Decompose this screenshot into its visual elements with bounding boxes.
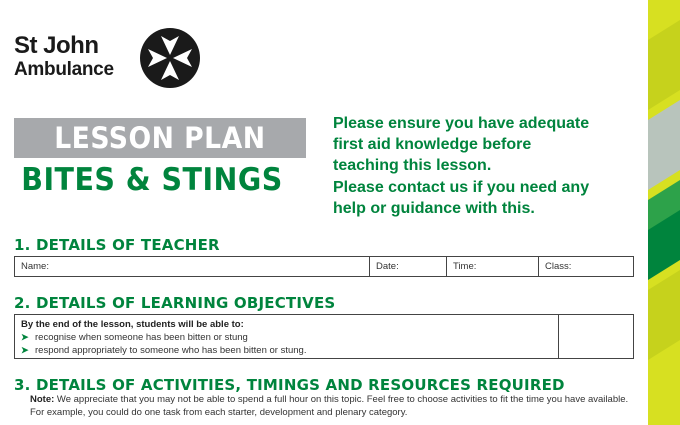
divider: [558, 315, 559, 359]
logo-line-1: St John: [14, 32, 99, 59]
teacher-details-table: [14, 256, 634, 277]
st-john-ambulance-logo: [14, 34, 114, 79]
notice-text: [333, 113, 633, 219]
date-field[interactable]: Date:: [370, 257, 447, 276]
objectives-intro: By the end of the lesson, students will be able to:: [21, 319, 244, 330]
time-field[interactable]: Time:: [447, 257, 539, 276]
section-heading-activities: 3. DETAILS OF ACTIVITIES, TIMINGS AND RESOURCES REQUIRED: [14, 376, 565, 394]
objective-text: respond appropriately to someone who has been bitten or stung.: [35, 345, 307, 356]
lesson-plan-banner: [14, 118, 306, 158]
notice-line-1: Please ensure you have adequate first aid knowledge before teaching this lesson.: [333, 115, 590, 174]
learning-objectives-box: [14, 314, 634, 359]
note-text: We appreciate that you may not be able to spend a full hour on this topic. Feel free to choose activities to fit the time you have available. For example, you could do one task from each starter, development and plenary category.: [30, 394, 629, 418]
decorative-stripe: [648, 0, 680, 425]
list-item: [21, 332, 627, 343]
note-label: Note:: [30, 394, 55, 405]
list-item: [21, 345, 627, 356]
lesson-plan-label: LESSON PLAN: [54, 121, 266, 155]
activities-note: [30, 394, 640, 419]
objective-text: recognise when someone has been bitten or stung: [35, 332, 248, 343]
class-field[interactable]: Class:: [545, 261, 572, 272]
name-field[interactable]: Name:: [15, 257, 370, 276]
notice-line-2: Please contact us if you need any help or guidance with this.: [333, 179, 590, 217]
logo-line-2: Ambulance: [14, 59, 114, 80]
section-heading-teacher: 1. DETAILS OF TEACHER: [14, 236, 220, 254]
st-john-cross-icon: [138, 26, 202, 90]
page-title: BITES & STINGS: [21, 162, 283, 198]
section-heading-objectives: 2. DETAILS OF LEARNING OBJECTIVES: [14, 294, 336, 312]
chevron-right-icon: ➤: [21, 332, 29, 342]
chevron-right-icon: ➤: [21, 345, 29, 355]
